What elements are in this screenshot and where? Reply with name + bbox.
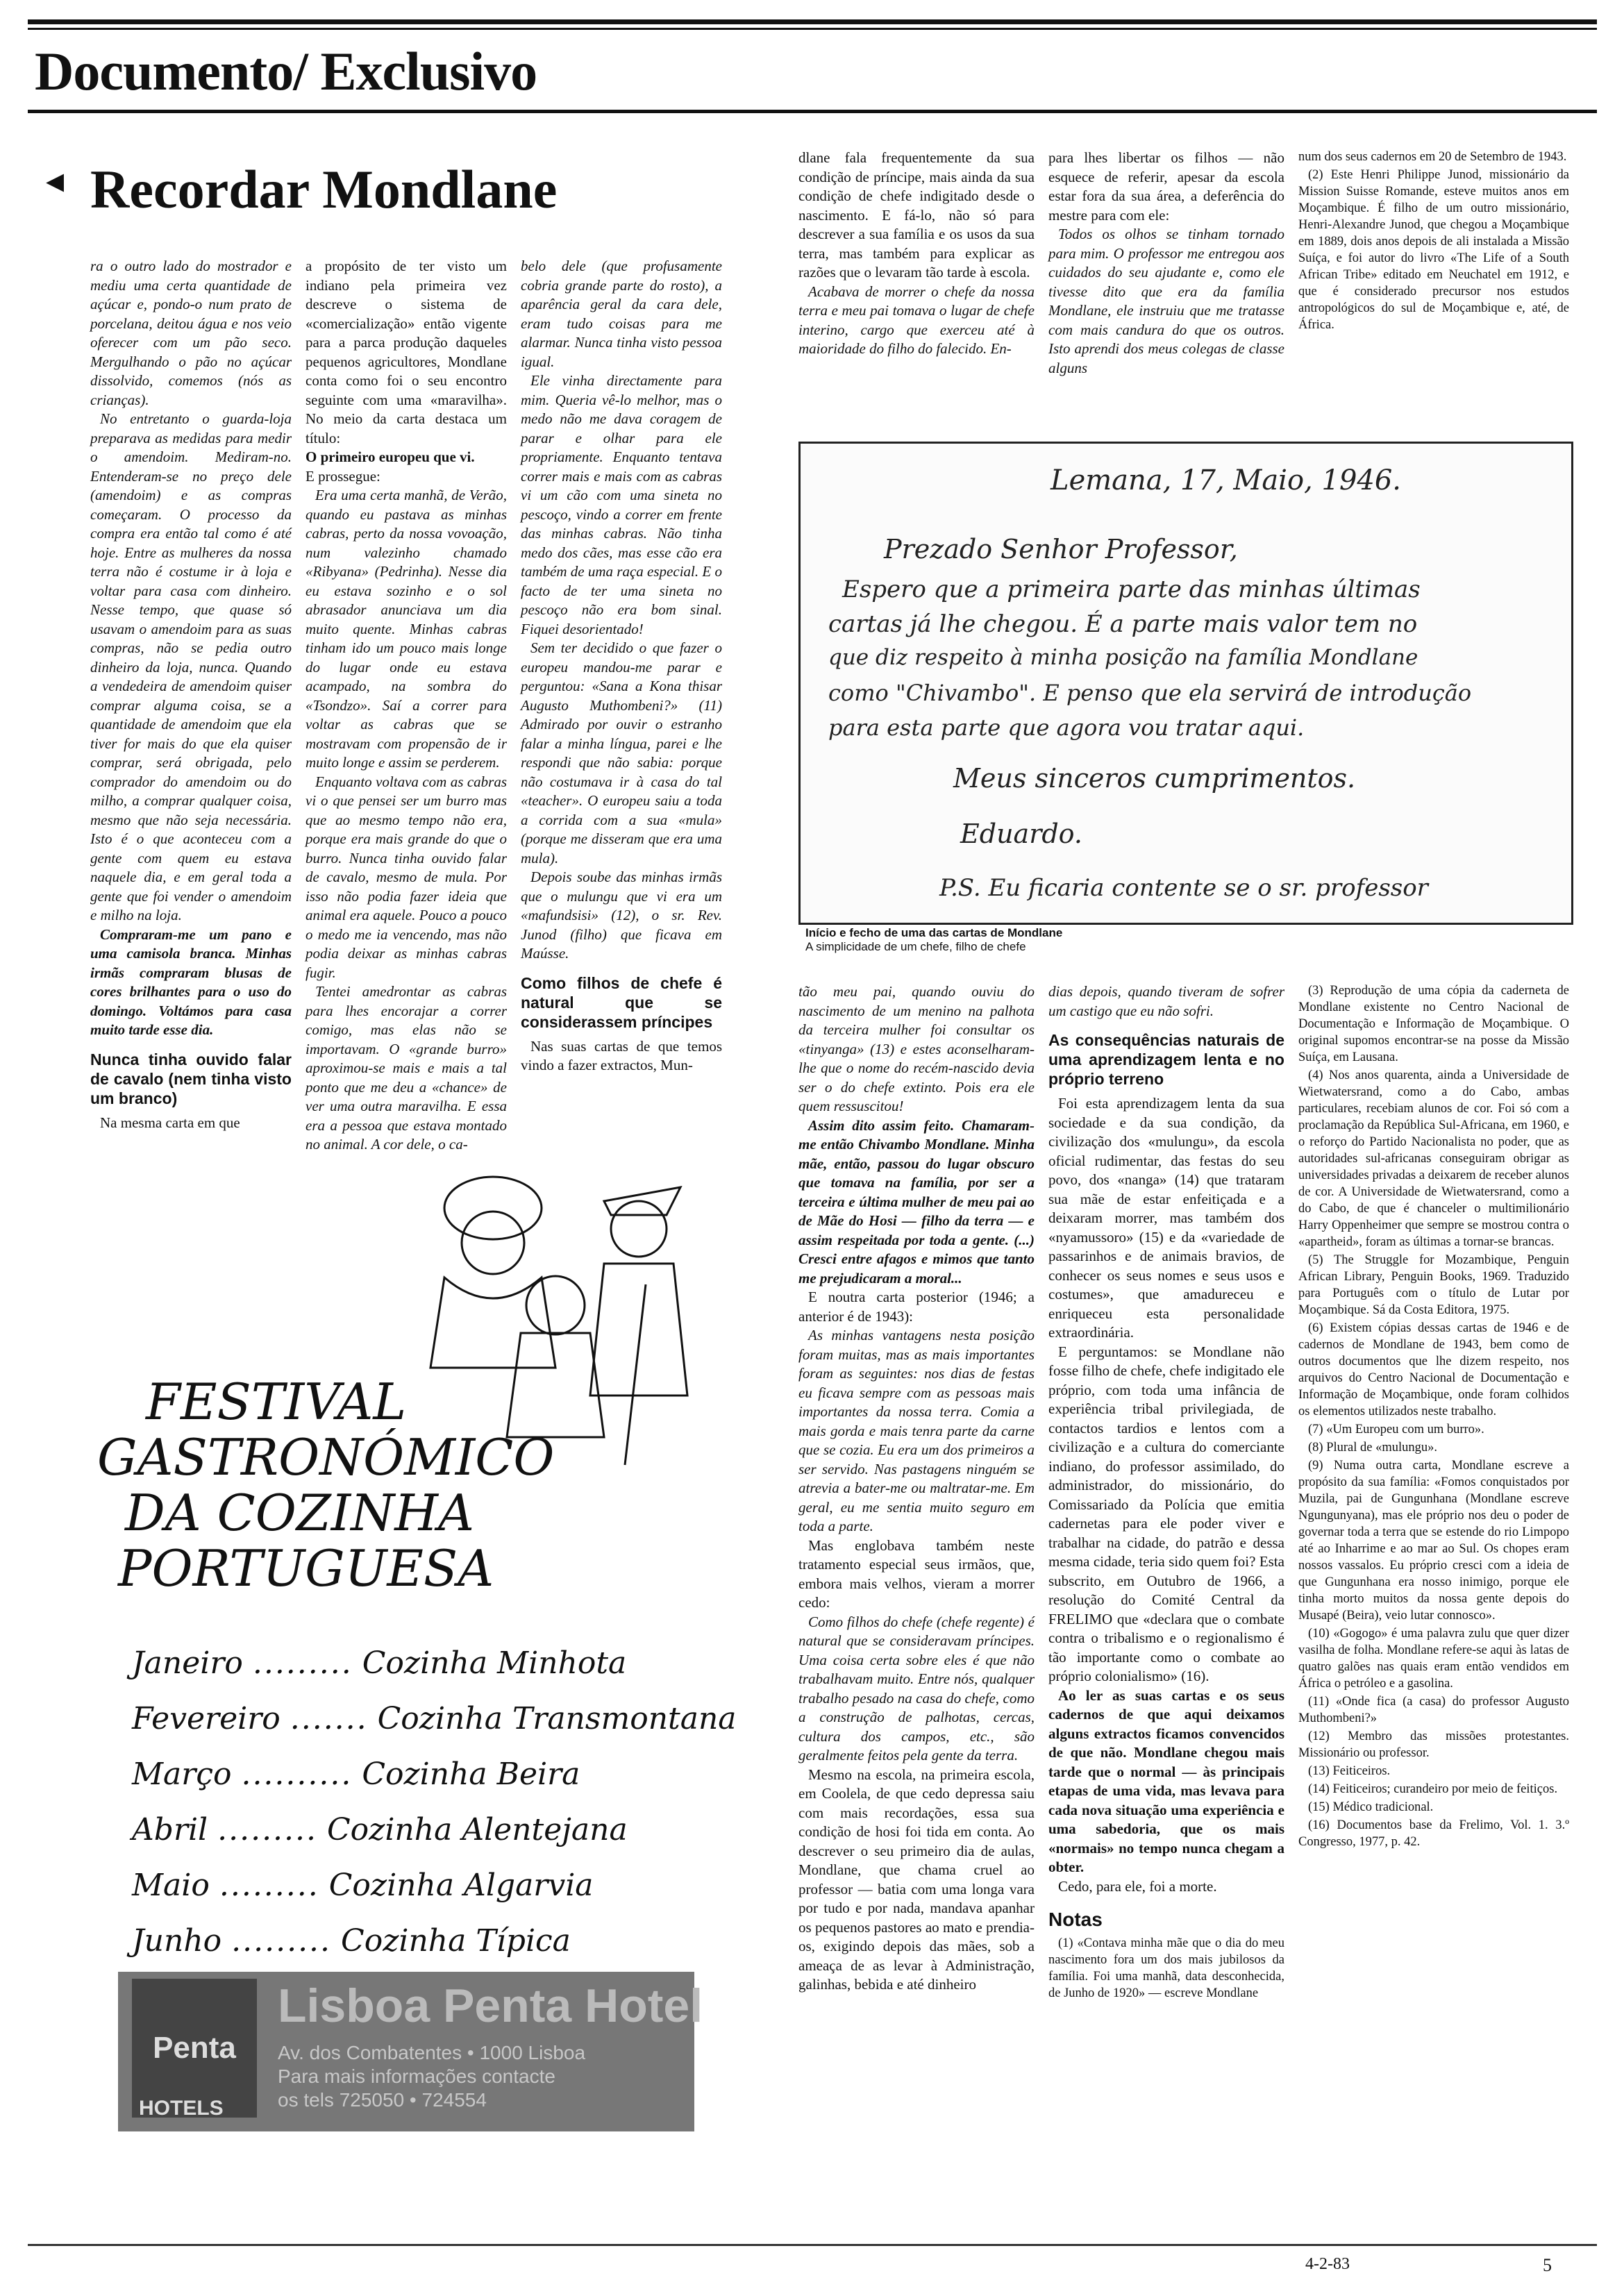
section-title: Documento/ Exclusivo <box>35 41 537 101</box>
paragraph: Era uma certa manhã, de Verão, quando eu pastava as minhas cabras, perto da nossa vovoação, num valezinho chamado «Ribyana» (Pedrinha). Nesse dia eu estava sozinho e o sol abrasador anunciava um dia muito quente. Minhas cabras tinham ido um pouco mais longe do lugar onde eu estava acampado, na sombra do «Tsondzo». Saí a correr para voltar as cabras que se mostravam com propensão de ir muito longe e assim se perderem. <box>305 487 507 771</box>
paragraph: Sem ter decidido o que fazer o europeu mandou-me parar e perguntou: «Sana a Kona thisar Augusto Muthombeni?» (11) Admirado por ouvir o estranho falar a minha língua, parei e lhe respondi que não sabia: porque não costumava ir à casa do tal «teacher». O europeu saiu a toda a corrida com a sua «mula» (porque me disseram que era uma mula). <box>521 639 722 866</box>
headline: Recordar Mondlane <box>90 159 558 219</box>
paragraph: Compraram-me um pano e uma camisola branca. Minhas irmãs compraram blusas de cores brilhantes para o uso do domingo. Voltámos para casa muito tarde esse dia. <box>90 925 292 1038</box>
hotel-address-line: os tels 725050 • 724554 <box>278 2089 487 2111</box>
handwritten-letter <box>798 442 1573 925</box>
caption-title: Início e fecho de uma das cartas de Mondlane <box>805 926 1063 939</box>
paragraph: dias depois, quando tiveram de sofrer um castigo que eu não sofri. <box>1048 983 1284 1019</box>
ad-row: Junho ......... Cozinha Típica <box>132 1923 571 1959</box>
note: (13) Feiticeiros. <box>1308 1764 1391 1778</box>
note: (2) Este Henri Philippe Junod, missionário da Mission Suisse Romande, esteve muitos anos em Moçambique. É filho de um outro missionário, Henri-Alexandre Junod, que chegou a Moçambique em 1889, dois anos depois de ali instalada a Missão Suíça, e foi autor do livro «The Life of a South African Tribe» editado em Neuchatel em 1912, e que é considerado precursor nos estudos antropológicos do sul de Moçambique e, até, de África. <box>1298 168 1569 332</box>
note: (12) Membro das missões protestantes. Missionário ou professor. <box>1298 1729 1569 1760</box>
paragraph: Enquanto voltava com as cabras vi o que pensei ser um burro mas que ao mesmo tempo não era, porque era mais grande do que o burro. Nunca tinha ouvido falar de cavalo, mesmo de mula. Por isso não podia fazer ideia que animal era aquele. Pouco a pouco o medo me ia vencendo, mas não podia deixar as minhas cabras fugir. <box>305 773 507 981</box>
child-head <box>526 1276 585 1334</box>
note: (11) «Onde fica (a casa) do professor Augusto Muthombeni?» <box>1298 1695 1569 1725</box>
paragraph: Tentei amedrontar as cabras para lhes encorajar a correr comigo, mas elas não se importavam. O «grande burro» aproximou-se mais e mais a tal ponto que me deu a «chance» de ver uma outra maravilha. E essa era a pessoa que estava montado no animal. A cor dele, o ca- <box>305 983 507 1153</box>
note: (14) Feiticeiros; curandeiro por meio de feitiços. <box>1308 1782 1558 1796</box>
note: (1) «Contava minha mãe que o dia do meu nascimento fora um dos mais jubilosos da família. Foi uma manhã, data desconhecida, de Junho de 1920» — escreve Mondlane <box>1048 1936 1284 2000</box>
paragraph: E perguntamos: se Mondlane não fosse filho de chefe, chefe indigitado ele próprio, com toda uma infância de experiência tribal privilegiada, de contactos tardios e lentos com a civilização e a cultura do comerciante indiano, do professor assimilado, do administrador, do missionário, do Comissariado da Polícia que emitia cadernetas para ele poder viver e trabalhar na cidade, do patrão e dessa mesma cidade, teria sido quem foi? Esta subscrito, em Outubro de 1966, a resolução do Comité Central da FRELIMO que «declara que o combate contra o tribalismo e o regionalismo é tão importante como o combate ao próprio colonialismo» (16). <box>1048 1343 1284 1684</box>
column-3 <box>521 257 722 1075</box>
paragraph: Ele vinha directamente para mim. Queria vê-lo melhor, mas o medo não me dava coragem de parar e olhar para ele propriamente. Enquanto tentava correr mais e mais com as cabras vi um cão com uma sineta no pescoço, vindo a correr em frente das minhas cabras. Não tinha medo dos cães, mas esse cão era também de uma raça especial. E o facto de ter uma sineta no pescoço não era bom sinal. Fiquei desorientado! <box>521 372 722 637</box>
subheading: Nunca tinha ouvido falar de cavalo (nem tinha visto um branco) <box>90 1050 292 1107</box>
ad-row: Abril ......... Cozinha Alentejana <box>132 1812 628 1847</box>
paragraph: belo dele (que profusamente cobria grande parte do rosto), a aparência geral da cara dele, eram tudo coisas para me alarmar. Nunca tinha visto pessoa igual. <box>521 258 722 370</box>
hotel-address-line: Av. dos Combatentes • 1000 Lisboa <box>278 2042 586 2063</box>
paragraph: No entretanto o guarda-loja preparava as medidas para medir o amendoim. Mediram-no. Entenderam-se no preço dele (amendoim) e as compras começaram. O processo da compra era então tal como é até hoje. Entre as mulheres da nossa terra não é costume ir à loja e voltar para casa com dinheiro. Nesse tempo, que quase só usavam o amendoim para as suas compras, não se pedia outro dinheiro da loja, nunca. Quando a vendedeira de amendoim quiser comprar alguma coisa, se a quantidade de amendoim que ela tiver for mais do que ela quiser comprar, será obrigada, pelo comprador do amendoim ou do milho, a comprar qualquer coisa, mesmo que não seja necessária. Isto é o que aconteceu com a gente com quem eu estava naquele dia, e em geral toda a gente que foi vender o amendoim e milho na loja. <box>90 410 292 923</box>
paragraph: Acabava de morrer o chefe da nossa terra e meu pai tomava o lugar de chefe interino, cargo que exerceu até à maioridade do filho do falecido. En- <box>798 283 1035 357</box>
footer-date: 4-2-83 <box>1305 2255 1350 2273</box>
child-body <box>507 1333 604 1437</box>
paragraph: Cedo, para ele, foi a morte. <box>1058 1877 1217 1895</box>
note: (5) The Struggle for Mozambique, Penguin African Library, Penguin Books, 1969. Traduzido para Português com o título de Lutar por Moçambique. Sá da Costa Editora, 1975. <box>1298 1253 1569 1317</box>
column-5-top <box>1048 149 1284 378</box>
letter-line: cartas já lhe chegou. É a parte mais valor tem no <box>828 610 1418 638</box>
paragraph: Nas suas cartas de que temos vindo a fazer extractos, Mun- <box>521 1037 722 1073</box>
paragraph: Todos os olhos se tinham tornado para mim. O professor me entregou aos cuidados do seu ajudante e, como ele tivesse dito que era da família Mondlane, ele instruiu que me tratasse com mais candura do que os outros. Isto aprendi dos meus colegas de classe alguns <box>1048 226 1284 376</box>
hotels-label: HOTELS <box>139 2097 224 2120</box>
footer-rule <box>28 2244 1597 2246</box>
column-4-bottom <box>798 982 1035 1995</box>
letter-date: Lemana, 17, Maio, 1946. <box>1050 464 1401 496</box>
page-number: 5 <box>1543 2255 1552 2275</box>
letter-signature: Eduardo. <box>960 819 1082 849</box>
letter-salutation: Prezado Senhor Professor, <box>884 534 1238 564</box>
note: (6) Existem cópias dessas cartas de 1946 e de cadernos de Mondlane de 1943, bem como de outros documentos que lhe dizem respeito, nos arquivos do Centro Nacional de Documentação e Informação de Moçambique, onde foram colhidos os elementos utilizados neste trabalho. <box>1298 1321 1569 1418</box>
note: num dos seus cadernos em 20 de Setembro de 1943. <box>1298 150 1567 164</box>
subheading: Como filhos de chefe é natural que se considerassem príncipes <box>521 973 722 1031</box>
paragraph: para lhes libertar os filhos — não esquece de referir, apesar da escola estar fora da sua área, a deferência do mestre para com ele: <box>1048 149 1284 224</box>
top-rule <box>28 19 1597 24</box>
left-arrow-icon: ◂ <box>46 161 65 201</box>
paragraph: Depois soube das minhas irmãs que o mulungu que vi era um «mafundsisi» (12), o sr. Rev. Junod (filho) que ficava em Maússe. <box>521 869 722 962</box>
notes-title: Notas <box>1048 1909 1103 1930</box>
ad-row: Fevereiro ....... Cozinha Transmontana <box>132 1701 737 1736</box>
ad-row: Janeiro ......... Cozinha Minhota <box>132 1645 627 1681</box>
penta-logo: Penta <box>132 1979 257 2118</box>
paragraph: a propósito de ter visto um indiano pela primeira vez descreve o sistema de «comercialização» então vigente para a parca produção daqueles pequenos agricultores, Mondlane conta como foi o seu encontro seguinte com uma «maravilha». No meio da carta destaca um título: <box>305 258 507 446</box>
column-5-bottom <box>1048 982 1284 2003</box>
ad-title-line: DA COZINHA <box>125 1484 474 1542</box>
letter-line: para esta parte que agora vou tratar aqui. <box>828 714 1305 741</box>
woman-body <box>430 1277 555 1368</box>
paragraph: E prossegue: <box>305 467 380 485</box>
letter-postscript: P.S. Eu ficaria contente se o sr. professor <box>939 874 1428 902</box>
paragraph: Assim dito assim feito. Chamaram-me então Chivambo Mondlane. Minha mãe, então, passou do lugar obscuro que tomava na família, por ser a terceira e última mulher de meu pai ao de Mãe do Hosi — filho da terra — e assim respeitada por toda a gente. (...) Cresci entre afagos e mimos que tanto me prejudicaram a moral... <box>798 1116 1035 1287</box>
caption-subtitle: A simplicidade de um chefe, filho de chefe <box>805 940 1026 953</box>
notes-bottom <box>1298 982 1569 1852</box>
woman-head <box>462 1212 524 1274</box>
note: (8) Plural de «mulungu». <box>1308 1441 1438 1455</box>
notes-top <box>1298 149 1569 335</box>
paragraph: ra o outro lado do mostrador e mediu uma certa quantidade de açúcar e, pondo-o num prato de porcelana, deitou água e nos veio oferecer com um pão seco. Mergulhando o pão no açúcar dissolvido, comemos (nós as crianças). <box>90 258 292 408</box>
paragraph: As minhas vantagens nesta posição foram muitas, mas as mais importantes foram as seguintes: nos dias de festas eu ficava sempre com as pessoas mais importantes da nossa terra. Comia a mais gorda e mais tenra parte da carne que se cozia. Eu era um dos primeiros a ser servido. Nas pastagens ninguém se atrevia a bater-me ou maltratar-me. Em geral, eu me sentia muito seguro em toda a parte. <box>798 1327 1035 1534</box>
ad-row: Março .......... Cozinha Beira <box>132 1757 580 1792</box>
paragraph: E noutra carta posterior (1946; a anterior é de 1943): <box>798 1289 1035 1325</box>
note: (3) Reprodução de uma cópia da caderneta de Mondlane existente no Centro Nacional de Documentação e Informação de Moçambique. O original supomos encontrar-se na posse da Missão Suíça, em Lausana. <box>1298 984 1569 1064</box>
notes-list <box>1048 1935 1284 2002</box>
letter-line: Espero que a primeira parte das minhas últimas <box>842 576 1421 603</box>
hotel-name: Lisboa Penta Hotel <box>278 1979 703 2032</box>
hotel-address-line: Para mais informações contacte <box>278 2065 555 2087</box>
paragraph: Foi esta aprendizagem lenta da sua sociedade e da sua condição, da civilização dos «mulungu», da escola oficial rudimentar, das festas do seu povo, dos «nanga» (14) que trataram sua mãe de estar enfeitiçada e a deixaram morrer, mas também dos «nyamussoro» (15) e da «variedade de passarinhos e de animais bravios, de conhecer os seus nomes e seus usos e costumes», que amadureceu e enriqueceu esta personalidade extraordinária. <box>1048 1095 1284 1341</box>
letter-line: como "Chivambo". E penso que ela servirá de introdução <box>828 680 1472 706</box>
folk-figures-illustration <box>417 1146 708 1472</box>
section-rule <box>28 110 1597 113</box>
note: (16) Documentos base da Frelimo, Vol. 1. 3.º Congresso, 1977, p. 42. <box>1298 1818 1569 1849</box>
man-body <box>590 1264 687 1396</box>
hat-shape <box>444 1177 542 1239</box>
top-rule-thin <box>28 28 1597 30</box>
column-2 <box>305 257 507 1155</box>
paragraph: Ao ler as suas cartas e os seus cadernos de que aqui deixamos alguns extractos ficamos convencidos de que não. Mondlane chegou mais tarde que o normal — às principais etapas de uma vida, mas levava para cada nova situação uma experiência e uma sabedoria, que os mais «normais» no tempo nunca chegam a obter. <box>1048 1686 1284 1875</box>
paragraph: Mas englobava também neste tratamento especial seus irmãos, que, embora mais velhos, vieram a morrer cedo: <box>798 1536 1035 1611</box>
ad-title-line: GASTRONÓMICO <box>97 1428 555 1486</box>
note: (15) Médico tradicional. <box>1308 1800 1434 1814</box>
ad-title-line: FESTIVAL <box>146 1373 407 1431</box>
staff <box>625 1284 646 1465</box>
letter-closing: Meus sinceros cumprimentos. <box>953 763 1356 794</box>
paragraph: tão meu pai, quando ouviu do nascimento de um menino na palhota da terceira mulher foi consultar os «tinyanga» (13) e estes aconselharam-lhe que o nome do recém-nascido devia ser o do chefe extinto. Pois era ele quem ressuscitou! <box>798 983 1035 1114</box>
note: (4) Nos anos quarenta, ainda a Universidade de Wietwatersrand, como a do Cabo, ambas particulares, recebiam alunos de cor. Foi só com a proclamação da República Sul-Africana, em 1960, e o reforço do Partido Nacionalista no poder, que as autoridades sul-africanas conseguiram obrigar as universidades privadas a deixarem de receber alunos de cor. A Universidade de Wietwatersrand, como a do Cabo, de que é chanceler o multimilionário Harry Oppenheimer que sempre se mostrou contra o «apartheid», foram as últimas a tornar-se brancas. <box>1298 1069 1569 1249</box>
hotel-address <box>278 2041 585 2112</box>
festival-advertisement <box>90 1139 737 2222</box>
man-head <box>611 1201 667 1257</box>
paragraph: Como filhos do chefe (chefe regente) é natural que se consideravam príncipes. Uma coisa certa sobre eles é que não trabalhavam muito. Entre nós, qualquer trabalho pesado na casa do chefe, como a construção de palhotas, cercas, cultura dos campos, etc., são geralmente feitos pela gente da terra. <box>798 1613 1035 1763</box>
note: (10) «Gogogo» é uma palavra zulu que quer dizer vasilha de folha. Mondlane refere-se aqui às latas de quatro galões nas quais eram então vendidos em África o petróleo e a gasolina. <box>1298 1627 1569 1691</box>
paragraph: Na mesma carta em que <box>100 1114 240 1131</box>
note: (9) Numa outra carta, Mondlane escreve a propósito da sua família: «Fomos conquistados por Muzila, pai de Gungunhana (Mondlane escreve Ngungunyana), mas ele próprio nos deu o poder de governar toda a terra que se estende do rio Limpopo até ao Inharrime e ao mar ao Sul. Os chopes eram nossos vassalos. Eu próprio cresci com a ideia de que Gungunhana era nosso inimigo, porque ele tinha morto muitos da nossa gente depois do Musapé (Beira), veio lutar connosco». <box>1298 1459 1569 1623</box>
letter-line: que diz respeito à minha posição na família Mondlane <box>828 645 1418 670</box>
ad-title-line: PORTUGUESA <box>118 1539 494 1598</box>
paragraph: dlane fala frequentemente da sua condição de príncipe, mais ainda da sua condição de chefe indigitado desde o nascimento. E fá-lo, não só para descrever a sua família e os usos da sua terra, mas também para explicar as razões que o levaram tão tarde à escola. <box>798 149 1035 280</box>
column-1 <box>90 257 292 1132</box>
paragraph: Mesmo na escola, na primeira escola, em Coolela, de que cedo depressa saiu com mais recordações, essa sua condição de hosi foi tida em conta. Ao descrever o seu primeiro dia de aulas, Mondlane, que chama cruel ao professor — batia com uma longa vara por tudo e por nada, mandava apanhar os pequenos pastores ao mato e prendia-os, exigindo depois das mães, sob a ameaça de as levar à Administração, galinhas, bebida e até dinheiro <box>798 1766 1035 1993</box>
letter-heading: O primeiro europeu que vi. <box>305 449 475 465</box>
ad-row: Maio ......... Cozinha Algarvia <box>132 1868 594 1903</box>
subheading: As consequências naturais de uma aprendizagem lenta e no próprio terreno <box>1048 1031 1284 1088</box>
letter-caption <box>805 926 1062 954</box>
note: (7) «Um Europeu com um burro». <box>1308 1423 1484 1436</box>
column-4-top <box>798 149 1035 359</box>
